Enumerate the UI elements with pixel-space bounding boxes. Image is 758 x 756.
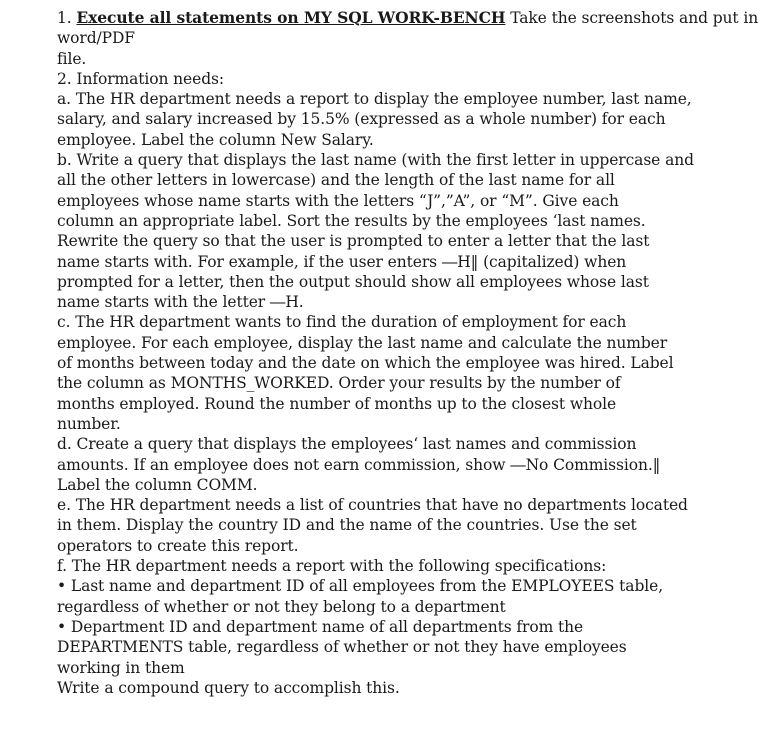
heading-number: 1. [57, 9, 77, 27]
text-line: d. Create a query that displays the employees‘ last names and commission [57, 435, 637, 454]
text-line: e. The HR department needs a list of countries that have no departments located [57, 496, 688, 515]
text-line: Write a compound query to accomplish this. [57, 678, 400, 697]
text-line: word/PDF [57, 29, 135, 48]
text-line: • Last name and department ID of all employees from the EMPLOYEES table, [57, 577, 664, 596]
text-line: working in them [57, 658, 185, 677]
text-line: DEPARTMENTS table, regardless of whether or not they have employees [57, 638, 627, 657]
text-line: the column as MONTHS_WORKED. Order your results by the number of [57, 374, 621, 393]
heading-line [57, 8, 758, 28]
heading-rest: Take the screenshots and put in [505, 9, 758, 27]
text-line: b. Write a query that displays the last name (with the first letter in uppercase and [57, 151, 694, 170]
text-line: of months between today and the date on which the employee was hired. Label [57, 354, 674, 373]
text-line: amounts. If an employee does not earn commission, show ―No Commission.‖ [57, 455, 661, 474]
text-line: months employed. Round the number of months up to the closest whole [57, 394, 617, 413]
text-line: number. [57, 414, 121, 433]
text-line: Label the column COMM. [57, 475, 258, 494]
text-line: Rewrite the query so that the user is prompted to enter a letter that the last [57, 232, 650, 251]
text-line: f. The HR department needs a report with the following specifications: [57, 557, 607, 576]
text-line: salary, and salary increased by 15.5% (expressed as a whole number) for each [57, 110, 666, 129]
text-line: employees whose name starts with the letters “J”,”A”, or “M”. Give each [57, 191, 619, 210]
document-body [57, 8, 758, 698]
text-line: all the other letters in lowercase) and the length of the last name for all [57, 171, 615, 190]
text-line: name starts with the letter ―H. [57, 293, 304, 312]
text-line: prompted for a letter, then the output should show all employees whose last [57, 272, 649, 291]
text-line: operators to create this report. [57, 536, 299, 555]
heading-emphasis: Execute all statements on MY SQL WORK-BENCH [76, 8, 506, 27]
text-line: in them. Display the country ID and the name of the countries. Use the set [57, 516, 637, 535]
text-line: 2. Information needs: [57, 69, 224, 88]
text-line: regardless of whether or not they belong to a department [57, 597, 506, 616]
text-line: • Department ID and department name of all departments from the [57, 617, 584, 636]
text-line: employee. For each employee, display the last name and calculate the number [57, 333, 668, 352]
text-line: name starts with. For example, if the user enters ―H‖ (capitalized) when [57, 252, 627, 271]
text-line: a. The HR department needs a report to display the employee number, last name, [57, 90, 692, 109]
text-line: employee. Label the column New Salary. [57, 130, 374, 149]
text-line: file. [57, 49, 87, 68]
text-line: c. The HR department wants to find the duration of employment for each [57, 313, 627, 332]
text-line: column an appropriate label. Sort the results by the employees ‘last names. [57, 211, 646, 230]
